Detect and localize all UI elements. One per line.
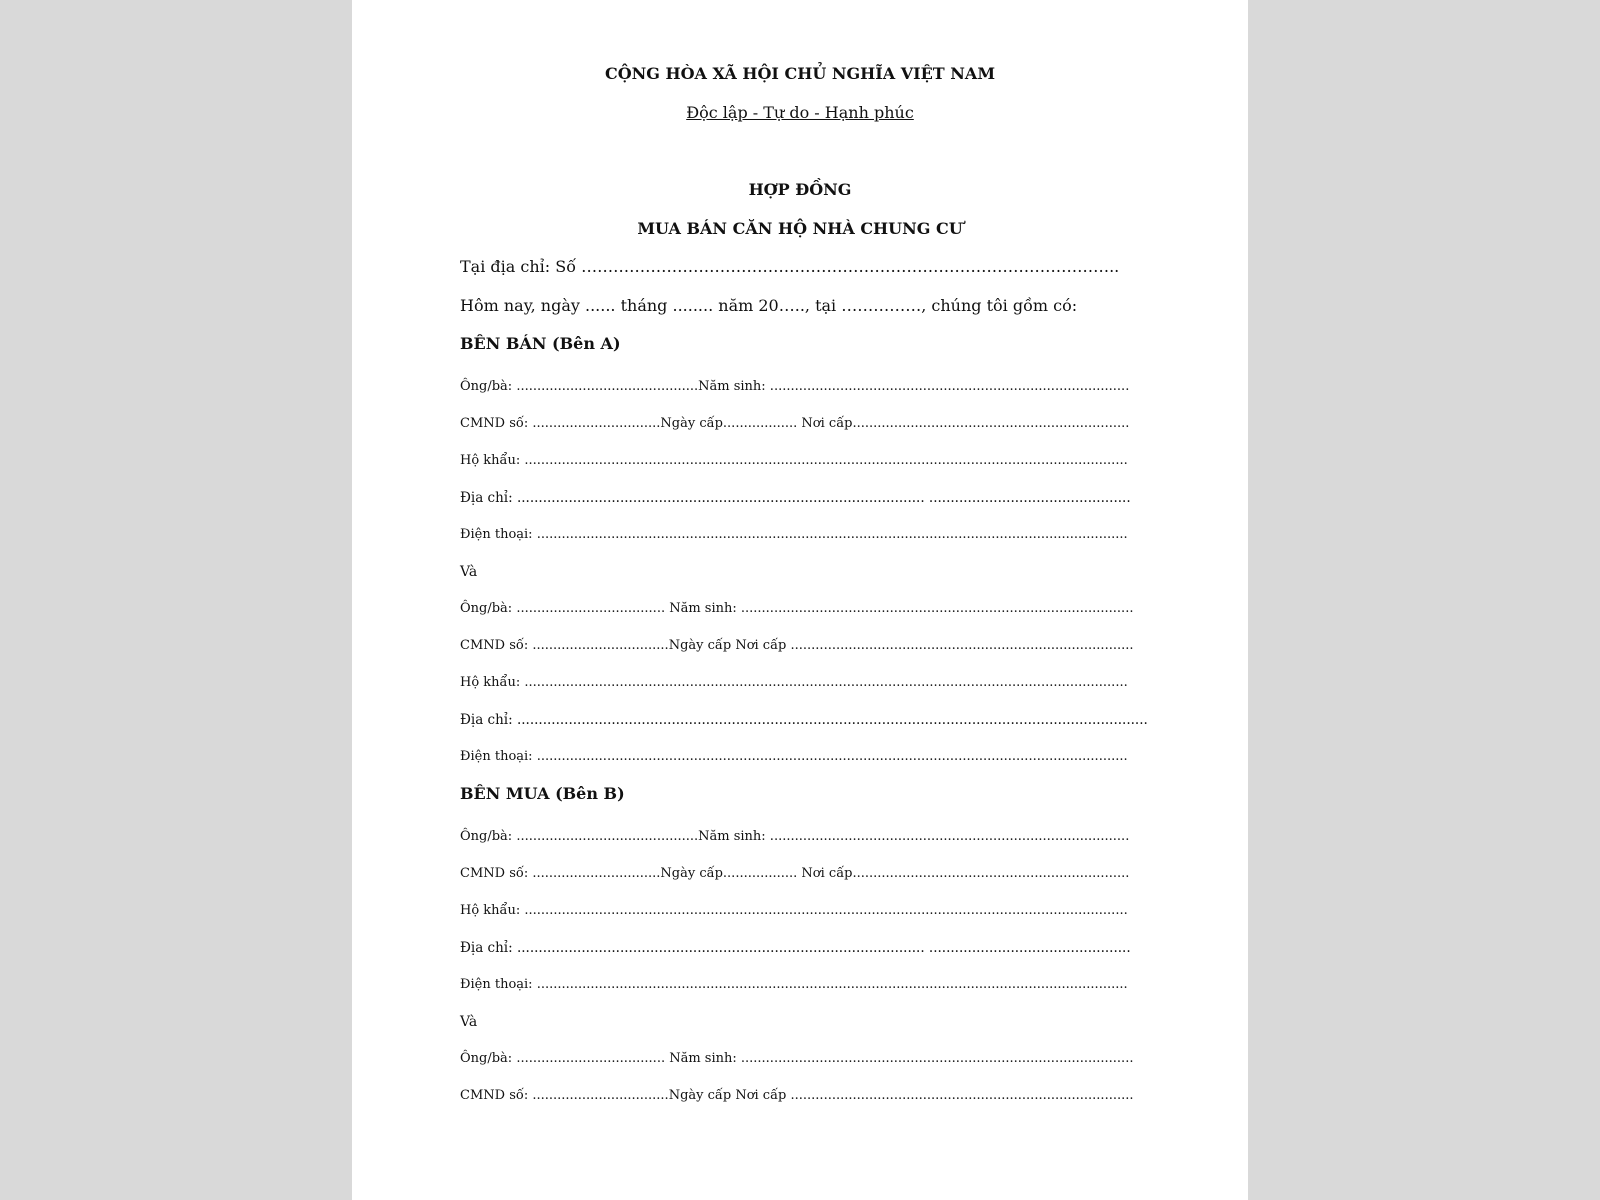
motto: Độc lập - Tự do - Hạnh phúc bbox=[686, 103, 914, 122]
buyer2-field-id: CMND số: .................................Ngày cấp Nơi cấp ................................................................................... bbox=[460, 1088, 1134, 1103]
seller2-field-id: CMND số: .................................Ngày cấp Nơi cấp ................................................................................... bbox=[460, 638, 1134, 653]
document-page bbox=[352, 0, 1248, 1200]
buyer-field-name: Ông/bà: ............................................Năm sinh: ....................................................................................... bbox=[460, 829, 1130, 844]
country-header: CỘNG HÒA XÃ HỘI CHỦ NGHĨA VIỆT NAM bbox=[604, 64, 996, 83]
buyer-field-household: Hộ khẩu: .................................................................................................................................................. bbox=[460, 903, 1128, 918]
seller-field-phone: Điện thoại: ............................................................................................................................................... bbox=[460, 527, 1128, 542]
seller-and: Và bbox=[460, 564, 478, 580]
contract-title: HỢP ĐỒNG bbox=[748, 180, 852, 199]
seller-heading: BÊN BÁN (Bên A) bbox=[460, 334, 621, 353]
seller-field-household: Hộ khẩu: .................................................................................................................................................. bbox=[460, 453, 1128, 468]
contract-subtitle: MUA BÁN CĂN HỘ NHÀ CHUNG CƯ bbox=[637, 219, 963, 238]
seller2-field-name: Ông/bà: .................................... Năm sinh: ............................................................................................... bbox=[460, 601, 1134, 616]
seller-field-address: Địa chỉ: ............................................................................................... ............................................... bbox=[460, 490, 1131, 506]
seller-field-name: Ông/bà: ............................................Năm sinh: ....................................................................................... bbox=[460, 379, 1130, 394]
seller2-field-phone: Điện thoại: ............................................................................................................................................... bbox=[460, 749, 1128, 764]
seller2-field-address: Địa chỉ: ................................................................................................................................................... bbox=[460, 712, 1148, 728]
buyer2-field-name: Ông/bà: .................................... Năm sinh: ............................................................................................... bbox=[460, 1051, 1134, 1066]
buyer-field-id: CMND số: ...............................Ngày cấp.................. Nơi cấp................................................................... bbox=[460, 866, 1130, 881]
seller-field-id: CMND số: ...............................Ngày cấp.................. Nơi cấp................................................................... bbox=[460, 416, 1130, 431]
seller2-field-household: Hộ khẩu: .................................................................................................................................................. bbox=[460, 675, 1128, 690]
buyer-and: Và bbox=[460, 1014, 478, 1030]
buyer-field-phone: Điện thoại: ............................................................................................................................................... bbox=[460, 977, 1128, 992]
date-line: Hôm nay, ngày ...... tháng ........ năm 20….., tại ……………, chúng tôi gồm có: bbox=[460, 296, 1078, 315]
buyer-heading: BÊN MUA (Bên B) bbox=[460, 784, 625, 803]
address-line: Tại địa chỉ: Số ……………………………………………………………………………………….. bbox=[460, 257, 1120, 276]
buyer-field-address: Địa chỉ: ............................................................................................... ............................................... bbox=[460, 940, 1131, 956]
